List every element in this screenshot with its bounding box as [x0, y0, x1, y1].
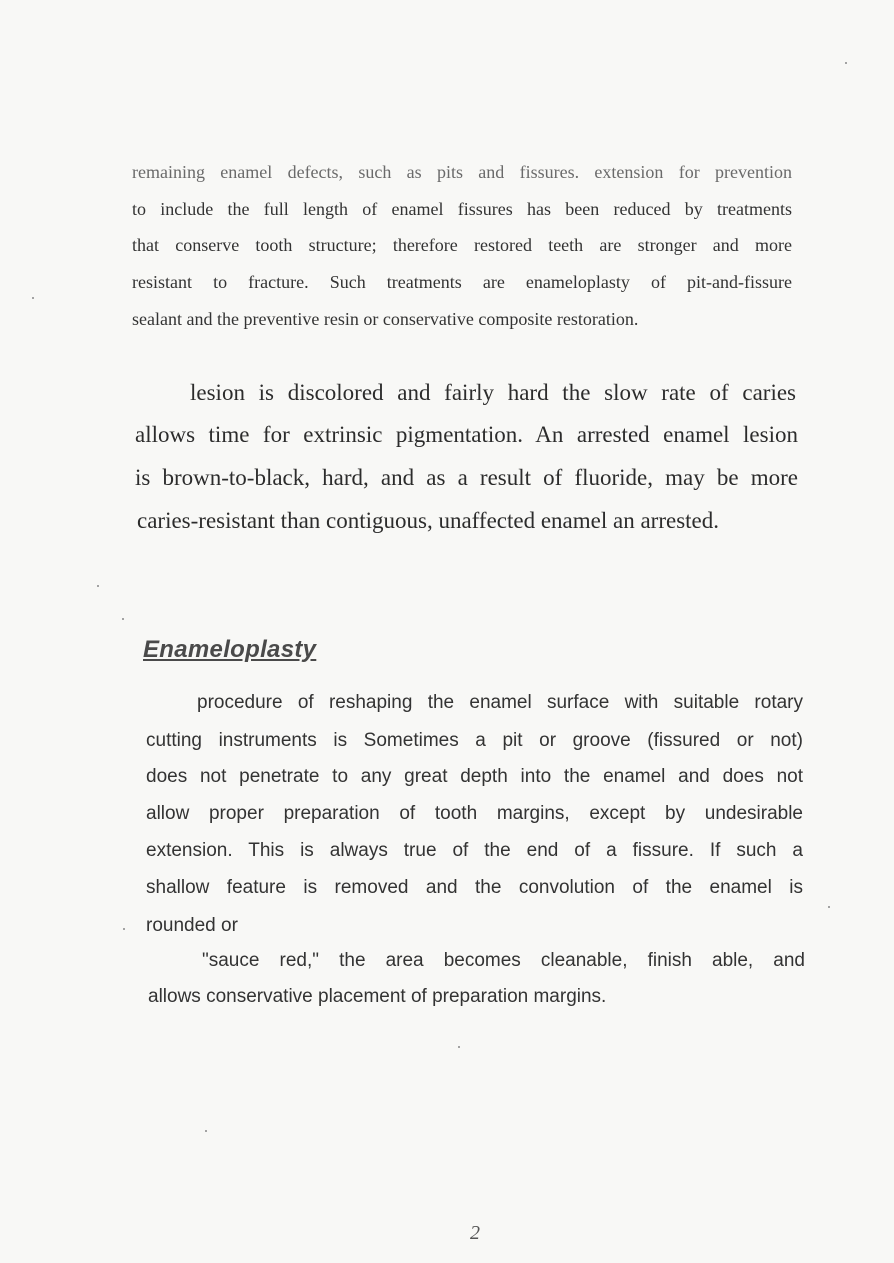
paragraph-line: rounded or — [146, 915, 238, 936]
scan-speck — [123, 928, 125, 930]
paragraph-line: lesion is discolored and fairly hard the slow rate of caries — [190, 380, 796, 405]
page-number: 2 — [470, 1222, 480, 1244]
scan-speck — [97, 585, 99, 587]
scan-speck — [122, 618, 124, 620]
paragraph-line: does not penetrate to any great depth into the enamel and does not — [146, 766, 803, 787]
paragraph-line: extension. This is always true of the end of a fissure. If such a — [146, 840, 803, 861]
paragraph-line: cutting instruments is Sometimes a pit or groove (fissured or not) — [146, 730, 803, 751]
scan-speck — [828, 906, 830, 908]
paragraph-line: resistant to fracture. Such treatments are enameloplasty of pit-and-fissure — [132, 272, 792, 292]
scan-speck — [458, 1046, 460, 1048]
scan-speck — [845, 62, 847, 64]
paragraph-line: shallow feature is removed and the convolution of the enamel is — [146, 877, 803, 898]
scan-speck — [32, 297, 34, 299]
paragraph-line: procedure of reshaping the enamel surface with suitable rotary — [197, 692, 803, 713]
scan-speck — [205, 1130, 207, 1132]
paragraph-line: caries-resistant than contiguous, unaffected enamel an arrested. — [137, 508, 719, 533]
paragraph-line: that conserve tooth structure; therefore restored teeth are stronger and more — [132, 235, 792, 255]
paragraph-line: allow proper preparation of tooth margins, except by undesirable — [146, 803, 803, 824]
paragraph-line: is brown-to-black, hard, and as a result of fluoride, may be more — [135, 465, 798, 490]
paragraph-line: allows time for extrinsic pigmentation. An arrested enamel lesion — [135, 422, 798, 447]
paragraph-line: "sauce red," the area becomes cleanable, finish able, and — [202, 950, 805, 971]
paragraph-line: to include the full length of enamel fissures has been reduced by treatments — [132, 199, 792, 219]
paragraph-line: allows conservative placement of preparation margins. — [148, 986, 607, 1007]
section-heading: Enameloplasty — [143, 636, 317, 663]
paragraph-line: remaining enamel defects, such as pits and fissures. extension for prevention — [132, 162, 792, 182]
paragraph-line: sealant and the preventive resin or conservative composite restoration. — [132, 309, 639, 329]
